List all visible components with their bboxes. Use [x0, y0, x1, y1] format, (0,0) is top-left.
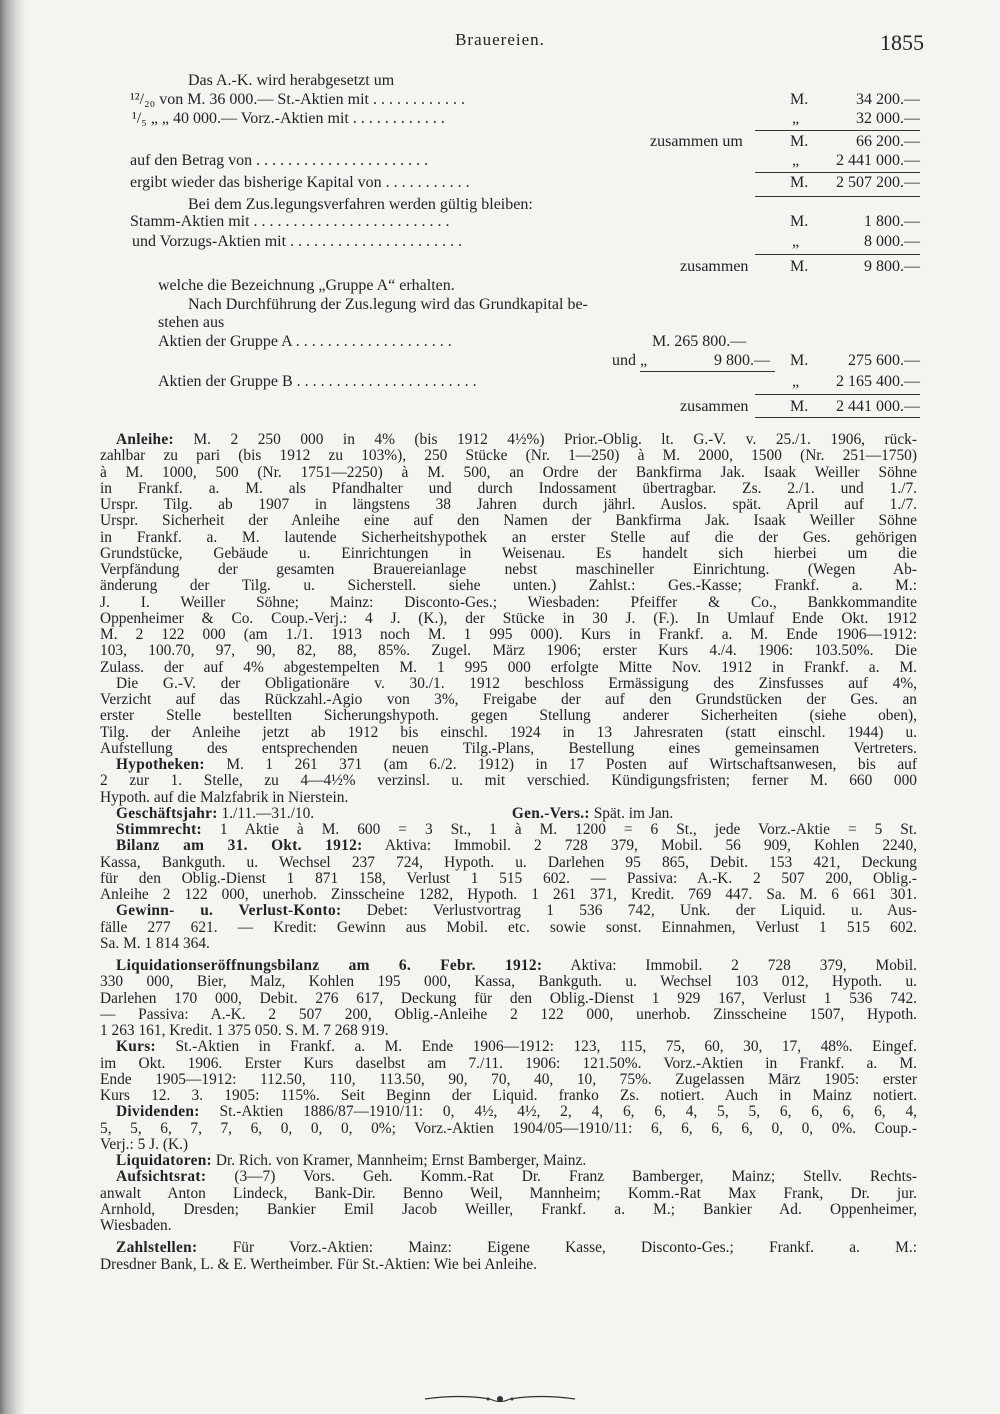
table-currency: M. [790, 398, 809, 415]
table-currency: „ [792, 110, 800, 127]
table-value: 2 507 200.— [836, 174, 920, 191]
text-line: Sa. M. 1 814 364. [100, 935, 210, 952]
text-line: zahlbar zu pari (bis 1912 zu 103%), 250 Stücke (Nr. 1—250) à M. 2000, 1500 (Nr. 251—1750) [100, 448, 917, 465]
table-row-label: Aktien der Gruppe A . . . . . . . . . . . . . . . . . . . . [158, 333, 452, 350]
table-row-label: Aktien der Gruppe B . . . . . . . . . . . . . . . . . . . . . . . [158, 373, 477, 390]
table-row-label: zusammen um [650, 133, 743, 150]
text-line: Anleihe 2 122 000, unerhob. Zinsscheine 1282, Hypoth. 1 261 371, Kredit. 769 447. Sa. M. 6 661 301. [100, 887, 917, 903]
text-line: — Passiva: A.-K. 2 507 200, Oblig.-Anleihe 2 122 000, unerhob. Zinsscheine 1507, Hypoth. [100, 1006, 917, 1023]
section-heading: Aufsichtsrat: [116, 1169, 207, 1186]
table-row-label: zusammen [680, 258, 749, 275]
text-line: Aufstellung des entsprechenden neuen Tilg.-Plans, Bestellung eines gemeinsamen Vertreters. [100, 740, 917, 757]
table-value: 34 200.— [856, 91, 920, 108]
sum-rule [755, 394, 920, 395]
table-row-label: zusammen [680, 398, 749, 415]
table-row-text: Nach Durchführung der Zus.legung wird das Grundkapital be- [188, 296, 588, 313]
text-line: St.-Aktien in Frankf. a. M. Ende 1906—1912: 123, 115, 75, 60, 30, 17, 48%. Eingef. [175, 1039, 917, 1056]
sum-rule [755, 196, 920, 197]
text-line: Kassa, Bankguth. u. Wechsel 237 724, Hypoth. u. Darlehen 95 865, Debit. 153 421, Deckung [100, 854, 917, 871]
text-line: Tilg. der Anleihe jetzt ab 1912 bis einschl. 1924 in 13 Jahresraten (statt einschl. 1944) u. [100, 724, 917, 741]
table-value: 66 200.— [856, 133, 920, 150]
text-line: Wiesbaden. [100, 1218, 172, 1234]
text-line: Verzicht auf das Rückzahl.-Agio von 3%, Freigabe der auf den Grundstücken der Ges. an [100, 692, 917, 708]
section-heading: Geschäftsjahr: [116, 805, 218, 822]
table-currency: M. [790, 91, 809, 108]
table-value: 2 441 000.— [836, 152, 920, 169]
text-line: M. 2 122 000 (am 1./1. 1913 noch M. 1 995 000). Kurs in Frankf. a. M. Ende 1906—1912: [100, 627, 917, 643]
text-line: im Okt. 1906. Erster Kurs daselbst am 7./11. 1906: 121.50%. Vorz.-Aktien in Frankf. a. M. [100, 1055, 917, 1072]
text-line: Urspr. Tilg. ab 1907 in längstens 38 Jahren durch jährl. Auslos. spät. April auf 1./7. [100, 497, 917, 513]
text-line: 330 000, Bier, Malz, Kohlen 195 000, Kassa, Bankguth. u. Wechsel 103 012, Hypoth. u. [100, 974, 917, 991]
table-row-text: welche die Bezeichnung „Gruppe A“ erhalten. [158, 277, 455, 294]
text-line: Ende 1905—1912: 112.50, 110, 113.50, 90, 70, 40, 10, 75%. Zugelassen März 1905: erster [100, 1071, 917, 1088]
text-line: à M. 1000, 500 (Nr. 1751—2250) à M. 500, an Ordre der Bankfirma Jak. Isaak Weiller Söhne [100, 464, 917, 481]
text-line: Debet: Verlustvortrag 1 536 742, Unk. der Liquid. u. Aus- [366, 903, 917, 920]
table-value: 9 800.— [864, 258, 920, 275]
section-heading: Anleihe: [116, 432, 174, 448]
text-line: Darlehen 170 000, Debit. 276 617, Deckung für den Oblig.-Dienst 1 929 167, Verlust 1 536 742. [100, 990, 917, 1007]
text-line: St.-Aktien 1886/87—1910/11: 0, 4½, 4½, 2, 4, 6, 6, 4, 5, 5, 6, 6, 6, 6, 4, [219, 1104, 917, 1121]
text-line: Grundstücke, Gebäude u. Einrichtungen in Weisenau. Es handelt sich hierbei um die [100, 545, 917, 562]
text-line: 1./11.—31./10. [221, 805, 315, 822]
text-line: Hypoth. auf die Malzfabrik in Nierstein. [100, 789, 349, 806]
section-heading: Bilanz am 31. Okt. 1912: [116, 838, 363, 855]
text-line: Aktiva: Immobil. 2 728 379, Mobil. [570, 958, 917, 974]
table-currency: M. [790, 174, 809, 191]
table-value: 2 165 400.— [836, 373, 920, 390]
table-row-label: und Vorzugs-Aktien mit . . . . . . . . . . . . . . . . . . . . . . [132, 233, 463, 250]
table-currency: M. [790, 133, 809, 150]
text-line: Dr. Rich. von Kramer, Mannheim; Ernst Bamberger, Mainz. [215, 1153, 587, 1169]
text-line: Verj.: 5 J. (K.) [100, 1136, 189, 1153]
table-subtotal: M. 265 800.— [652, 333, 747, 350]
text-line: Für Vorz.-Aktien: Mainz: Eigene Kasse, Disconto-Ges.; Frankf. a. M.: [232, 1240, 917, 1257]
table-value: 1 800.— [864, 213, 920, 230]
table-currency: „ [792, 152, 800, 169]
section-heading: Kurs: [116, 1039, 156, 1056]
text-line: in Frankf. a. M. lautende Sicherheitshypothek an erster Stelle auf die der Ges. gehörigen [100, 529, 917, 546]
text-line: für den Oblig.-Dienst 1 871 158, Verlust 1 515 602. — Passiva: A.-K. 2 507 200, Oblig.- [100, 870, 917, 887]
sum-rule [755, 417, 920, 418]
section-heading: Hypotheken: [116, 757, 205, 773]
table-row-text: stehen aus [158, 314, 225, 331]
table-row-label: auf den Betrag von . . . . . . . . . . . . . . . . . . . . . . [130, 152, 429, 169]
section-heading: Gen.-Vers.: [511, 805, 590, 822]
text-line: fälle 277 621. — Kredit: Gewinn aus Mobil. etc. sowie sonst. Einnahmen, Verlust 1 515 602. [100, 919, 917, 936]
text-line: 2 zur 1. Stelle, zu 4—4½% verzinsl. u. mit verschied. Kündigungsfristen; ferner M. 660 000 [100, 773, 917, 790]
table-row-label: Stamm-Aktien mit . . . . . . . . . . . . . . . . . . . . . . . . . [130, 213, 450, 230]
book-spine-shadow [0, 0, 26, 1414]
text-line: Zulass. der auf 4% abgestempelten M. 1 995 000 erfolgte Mitte Nov. 1912 in Frankf. a. M. [100, 659, 917, 676]
table-value: 8 000.— [864, 233, 920, 250]
section-heading: Gewinn- u. Verlust-Konto: [116, 903, 342, 920]
text-line: Kurs 12. 3. 1905: 115%. Seit Beginn der Liquid. franko Zs. notiert. Auch in Mainz notiert. [100, 1088, 917, 1104]
text-line: erster Stelle bestellten Sicherungshypoth. gegen Stellung anderer Sicherheiten (siehe oben), [100, 708, 917, 725]
table-subtotal: 9 800.— [714, 352, 770, 369]
ornament-flourish-icon [420, 1392, 580, 1406]
sum-rule [755, 172, 920, 173]
text-line: in Frankf. a. M. als Pfandhalter und durch Indossament übertragbar. Zs. 2./1. und 1./7. [100, 480, 917, 497]
text-line: Verpfändung der gesamten Brauereianlage nebst maschineller Einrichtung. (Wegen Ab- [100, 562, 917, 578]
table-currency: M. [790, 352, 809, 369]
sum-rule [640, 371, 775, 372]
table-row-label: und „ [612, 352, 648, 369]
text-line: anwalt Anton Lindeck, Bank-Dir. Benno Weil, Mannheim; Komm.-Rat Max Frank, Dr. jur. [100, 1185, 917, 1202]
table-currency: M. [790, 258, 809, 275]
text-line: 1 263 161, Kredit. 1 375 050. S. M. 7 268 919. [100, 1023, 389, 1039]
company-details-text [100, 432, 917, 1273]
sum-rule [755, 254, 920, 255]
text-line: 5, 5, 6, 7, 7, 6, 0, 0, 0, 0%; Vorz.-Aktien 1904/05—1910/11: 6, 6, 6, 6, 0, 0, 0%. Coup.- [100, 1120, 917, 1137]
text-line: Oppenheimer & Co. Coup.-Verj.: 4 J. (K.), der Stücke in 30 J. (F.). In Umlauf Ende Okt. 1912 [100, 610, 917, 627]
text-line: Die G.-V. der Obligationäre v. 30./1. 1912 beschloss Ermässigung des Zinsfusses auf 4%, [116, 675, 917, 692]
text-line: Spät. im Jan. [593, 805, 674, 822]
text-line: M. 2 250 000 in 4% (bis 1912 4½%) Prior.-Oblig. lt. G.-V. v. 25./1. 1906, rück- [193, 432, 917, 448]
text-line: Urspr. Sicherheit der Anleihe eine auf den Namen der Bankfirma Jak. Isaak Weiller Söhne [100, 513, 917, 530]
text-line: (3—7) Vors. Geh. Komm.-Rat Dr. Franz Bamberger, Mainz; Stellv. Rechts- [234, 1169, 917, 1186]
table-currency: M. [790, 213, 809, 230]
text-line: 103, 100.70, 97, 90, 82, 88, 85%. Zugel. März 1906; erster Kurs 4./4. 1906: 103.50%. Die [100, 643, 917, 660]
sum-rule [755, 130, 920, 131]
page-number: 1855 [880, 30, 924, 55]
table-currency: „ [792, 373, 800, 390]
text-line: 1 Aktie à M. 600 = 3 St., 1 à M. 1200 = 6 St., jede Vorz.-Aktie = 5 St. [219, 822, 917, 838]
end-ornament [400, 1392, 600, 1411]
table-row-text: Bei dem Zus.legungsverfahren werden gültig bleiben: [188, 196, 533, 213]
section-heading: Liquidatoren: [116, 1153, 212, 1169]
table-row-label: ¹²/₂₀ von M. 36 000.— St.-Aktien mit . . . . . . . . . . . . [130, 91, 465, 108]
text-line: Arnhold, Dresden; Bankier Emil Jacob Weiller, Frankf. a. M.; Bankier Ad. Oppenheimer, [100, 1201, 917, 1218]
text-line: M. 1 261 371 (am 6./2. 1912) in 17 Posten auf Wirtschaftsanwesen, bis auf [226, 757, 917, 773]
table-row-label: ergibt wieder das bisherige Kapital von . . . . . . . . . . . [130, 174, 470, 191]
text-line: Aktiva: Immobil. 2 728 379, Mobil. 56 909, Kohlen 2240, [384, 838, 917, 855]
table-row-text: Das A.-K. wird herabgesetzt um [188, 72, 395, 89]
text-line: Dresdner Bank, L. & E. Wertheimber. Für St.-Aktien: Wie bei Anleihe. [100, 1256, 537, 1273]
table-value: 32 000.— [856, 110, 920, 127]
table-currency: „ [792, 233, 800, 250]
table-value: 2 441 000.— [836, 398, 920, 415]
section-heading: Stimmrecht: [116, 822, 202, 838]
section-heading: Liquidationseröffnungsbilanz am 6. Febr. 1912: [116, 958, 543, 974]
text-line: J. I. Weiller Söhne; Mainz: Disconto-Ges.; Wiesbaden: Pfeiffer & Co., Bankkommandite [100, 594, 917, 611]
table-value: 275 600.— [848, 352, 920, 369]
section-heading: Zahlstellen: [116, 1240, 198, 1257]
text-line: änderung der Tilg. u. Sicherstell. siehe unten.) Zahlst.: Ges.-Kasse; Frankf. a. M.: [100, 578, 917, 595]
page-header-title: Brauereien. [455, 30, 545, 49]
section-heading: Dividenden: [116, 1104, 200, 1121]
table-row-label: ¹/₅ „ „ 40 000.— Vorz.-Aktien mit . . . . . . . . . . . . [132, 110, 445, 127]
